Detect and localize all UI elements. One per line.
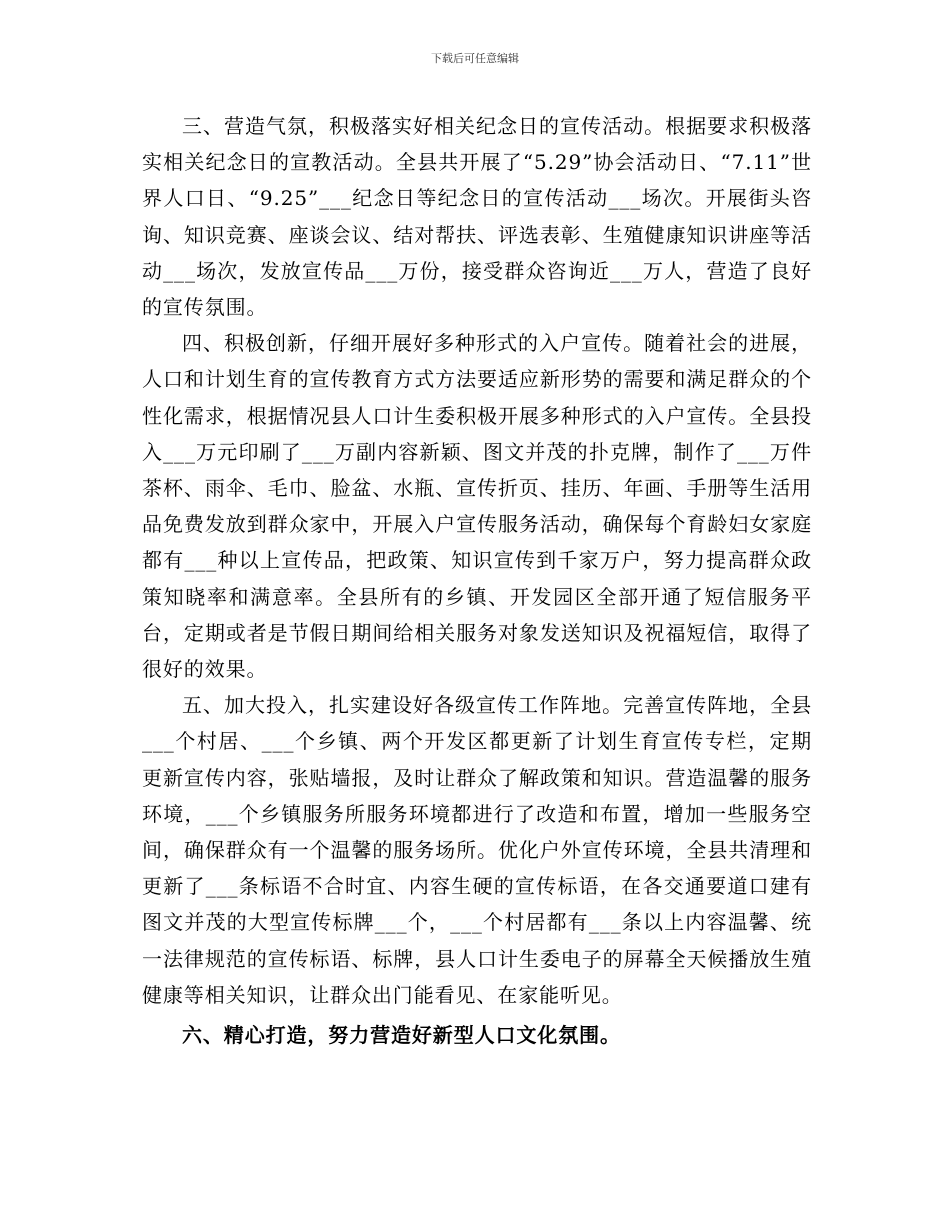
paragraph-section-3: 三、营造气氛，积极落实好相关纪念日的宣传活动。根据要求积极落实相关纪念日的宣教活动。全县共开展了“5.29”协会活动日、“7.11”世界人口日、“9.25”___纪念日等纪念日的宣传活动___场次。开展街头咨询、知识竞赛、座谈会议、结对帮扶、评选表彰、生殖健康知识讲座等活动___场次，发放宣传品___万份，接受群众咨询近___万人，营造了良好的宣传氛围。 bbox=[142, 114, 812, 320]
paragraph-section-4: 四、积极创新，仔细开展好多种形式的入户宣传。随着社会的进展，人口和计划生育的宣传教育方式方法要适应新形势的需要和满足群众的个性化需求，根据情况县人口计生委积极开展多种形式的入户宣传。全县投入___万元印刷了___万副内容新颖、图文并茂的扑克牌，制作了___万件茶杯、雨伞、毛巾、脸盆、水瓶、宣传折页、挂历、年画、手册等生活用品免费发放到群众家中，开展入户宣传服务活动，确保每个育龄妇女家庭都有___种以上宣传品，把政策、知识宣传到千家万户，努力提高群众政策知晓率和满意率。全县所有的乡镇、开发园区全部开通了短信服务平台，定期或者是节假日期间给相关服务对象发送知识及祝福短信，取得了很好的效果。 bbox=[142, 331, 812, 682]
document-body bbox=[142, 108, 812, 1053]
section-6-heading: 六、精心打造，努力营造好新型人口文化氛围。 bbox=[182, 1023, 621, 1048]
paragraph-section-5: 五、加大投入，扎实建设好各级宣传工作阵地。完善宣传阵地，全县___个村居、___个乡镇、两个开发区都更新了计划生育宣传专栏，定期更新宣传内容，张贴墙报，及时让群众了解政策和知识。营造温馨的服务环境，___个乡镇服务所服务环境都进行了改造和布置，增加一些服务空间，确保群众有一个温馨的服务场所。优化户外宣传环境，全县共清理和更新了___条标语不合时宜、内容生硬的宣传标语，在各交通要道口建有图文并茂的大型宣传标牌___个，___个村居都有___条以上内容温馨、统一法律规范的宣传标语、标牌，县人口计生委电子的屏幕全天候播放生殖健康等相关知识，让群众出门能看见、在家能听见。 bbox=[142, 693, 812, 1007]
page-header: 下载后可任意编辑 bbox=[431, 52, 519, 65]
